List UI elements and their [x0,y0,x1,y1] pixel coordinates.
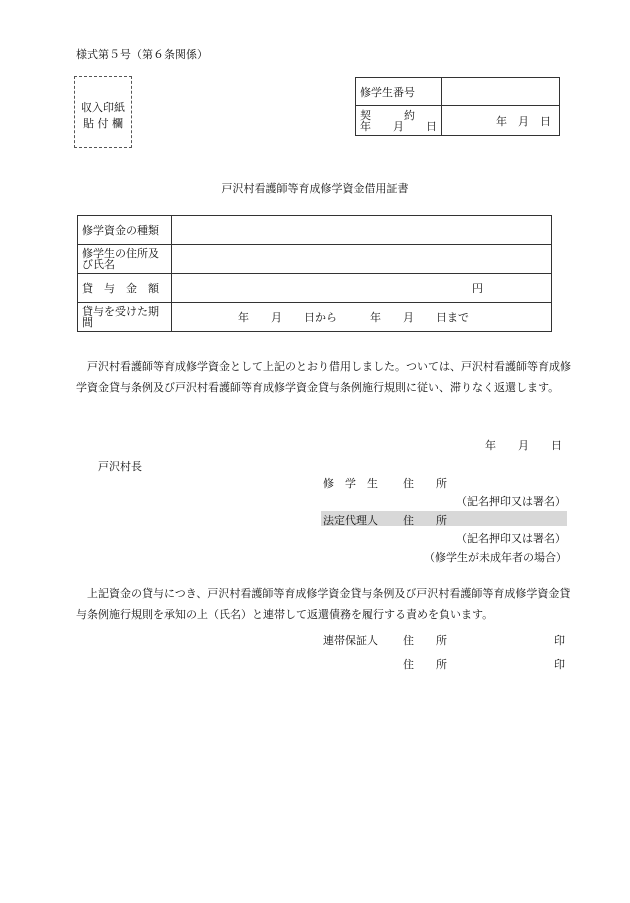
guardian-signature-note: （記名押印又は署名） [456,532,566,545]
loan-period-label: 貸与を受けた期間 [78,303,172,332]
stamp-box-line2: 貼 付 欄 [83,117,123,130]
borrowing-statement: 戸沢村看護師等育成修学資金として上記のとおり借用しました。ついては、戸沢村看護師等育成修学資金貸与条例及び戸沢村看護師等育成修学資金貸与条例施行規則に従い、滞りなく返還します。 [76,360,571,394]
student-number-label: 修学生番号 [356,78,442,106]
student-info-table [355,77,560,136]
fund-type-value[interactable] [172,216,552,245]
guardian-address-label: 住 所 [403,514,447,527]
seal-mark-1: 印 [554,634,565,647]
guardian-role-label: 法定代理人 [323,514,378,527]
stamp-box-line1: 収入印紙 [81,101,125,114]
contract-label-top: 契 約 [360,108,415,122]
document-title: 戸沢村看護師等育成修学資金借用証書 [221,182,409,195]
loan-amount-label: 貸 与 金 額 [78,274,172,303]
seal-mark-2: 印 [554,658,565,671]
contract-date-value[interactable]: 年 月 日 [442,106,560,136]
guarantor-address-label-2: 住 所 [403,658,447,671]
guarantor-role-label: 連帯保証人 [323,634,378,647]
guarantor-address-label-1: 住 所 [403,634,447,647]
addressee: 戸沢村長 [98,460,142,473]
loan-period-value[interactable]: 年 月 日から 年 月 日まで [172,303,552,332]
loan-details-table [77,215,552,332]
student-address-name-value[interactable] [172,245,552,274]
contract-label-bottom: 年 月 日 [360,119,437,133]
student-signature-note: （記名押印又は署名） [456,495,566,508]
student-role-label: 修 学 生 [323,477,378,490]
student-number-value[interactable] [442,78,560,106]
form-number: 様式第５号（第６条関係） [76,48,208,61]
student-address-label: 住 所 [403,477,447,490]
revenue-stamp-box [74,76,132,148]
loan-amount-value[interactable]: 円 [172,274,552,303]
fund-type-label: 修学資金の種類 [78,216,172,245]
guarantor-statement: 上記資金の貸与につき、戸沢村看護師等育成修学資金貸与条例及び戸沢村看護師等育成修学資金貸与条例施行規則を承知の上（氏名）と連帯して返還債務を履行する責めを負います。 [76,587,571,621]
guardian-condition-note: （修学生が未成年者の場合） [424,551,567,564]
student-address-name-label: 修学生の住所及び氏名 [78,245,172,274]
signing-date[interactable]: 年 月 日 [485,439,562,452]
contract-date-label [356,106,442,136]
